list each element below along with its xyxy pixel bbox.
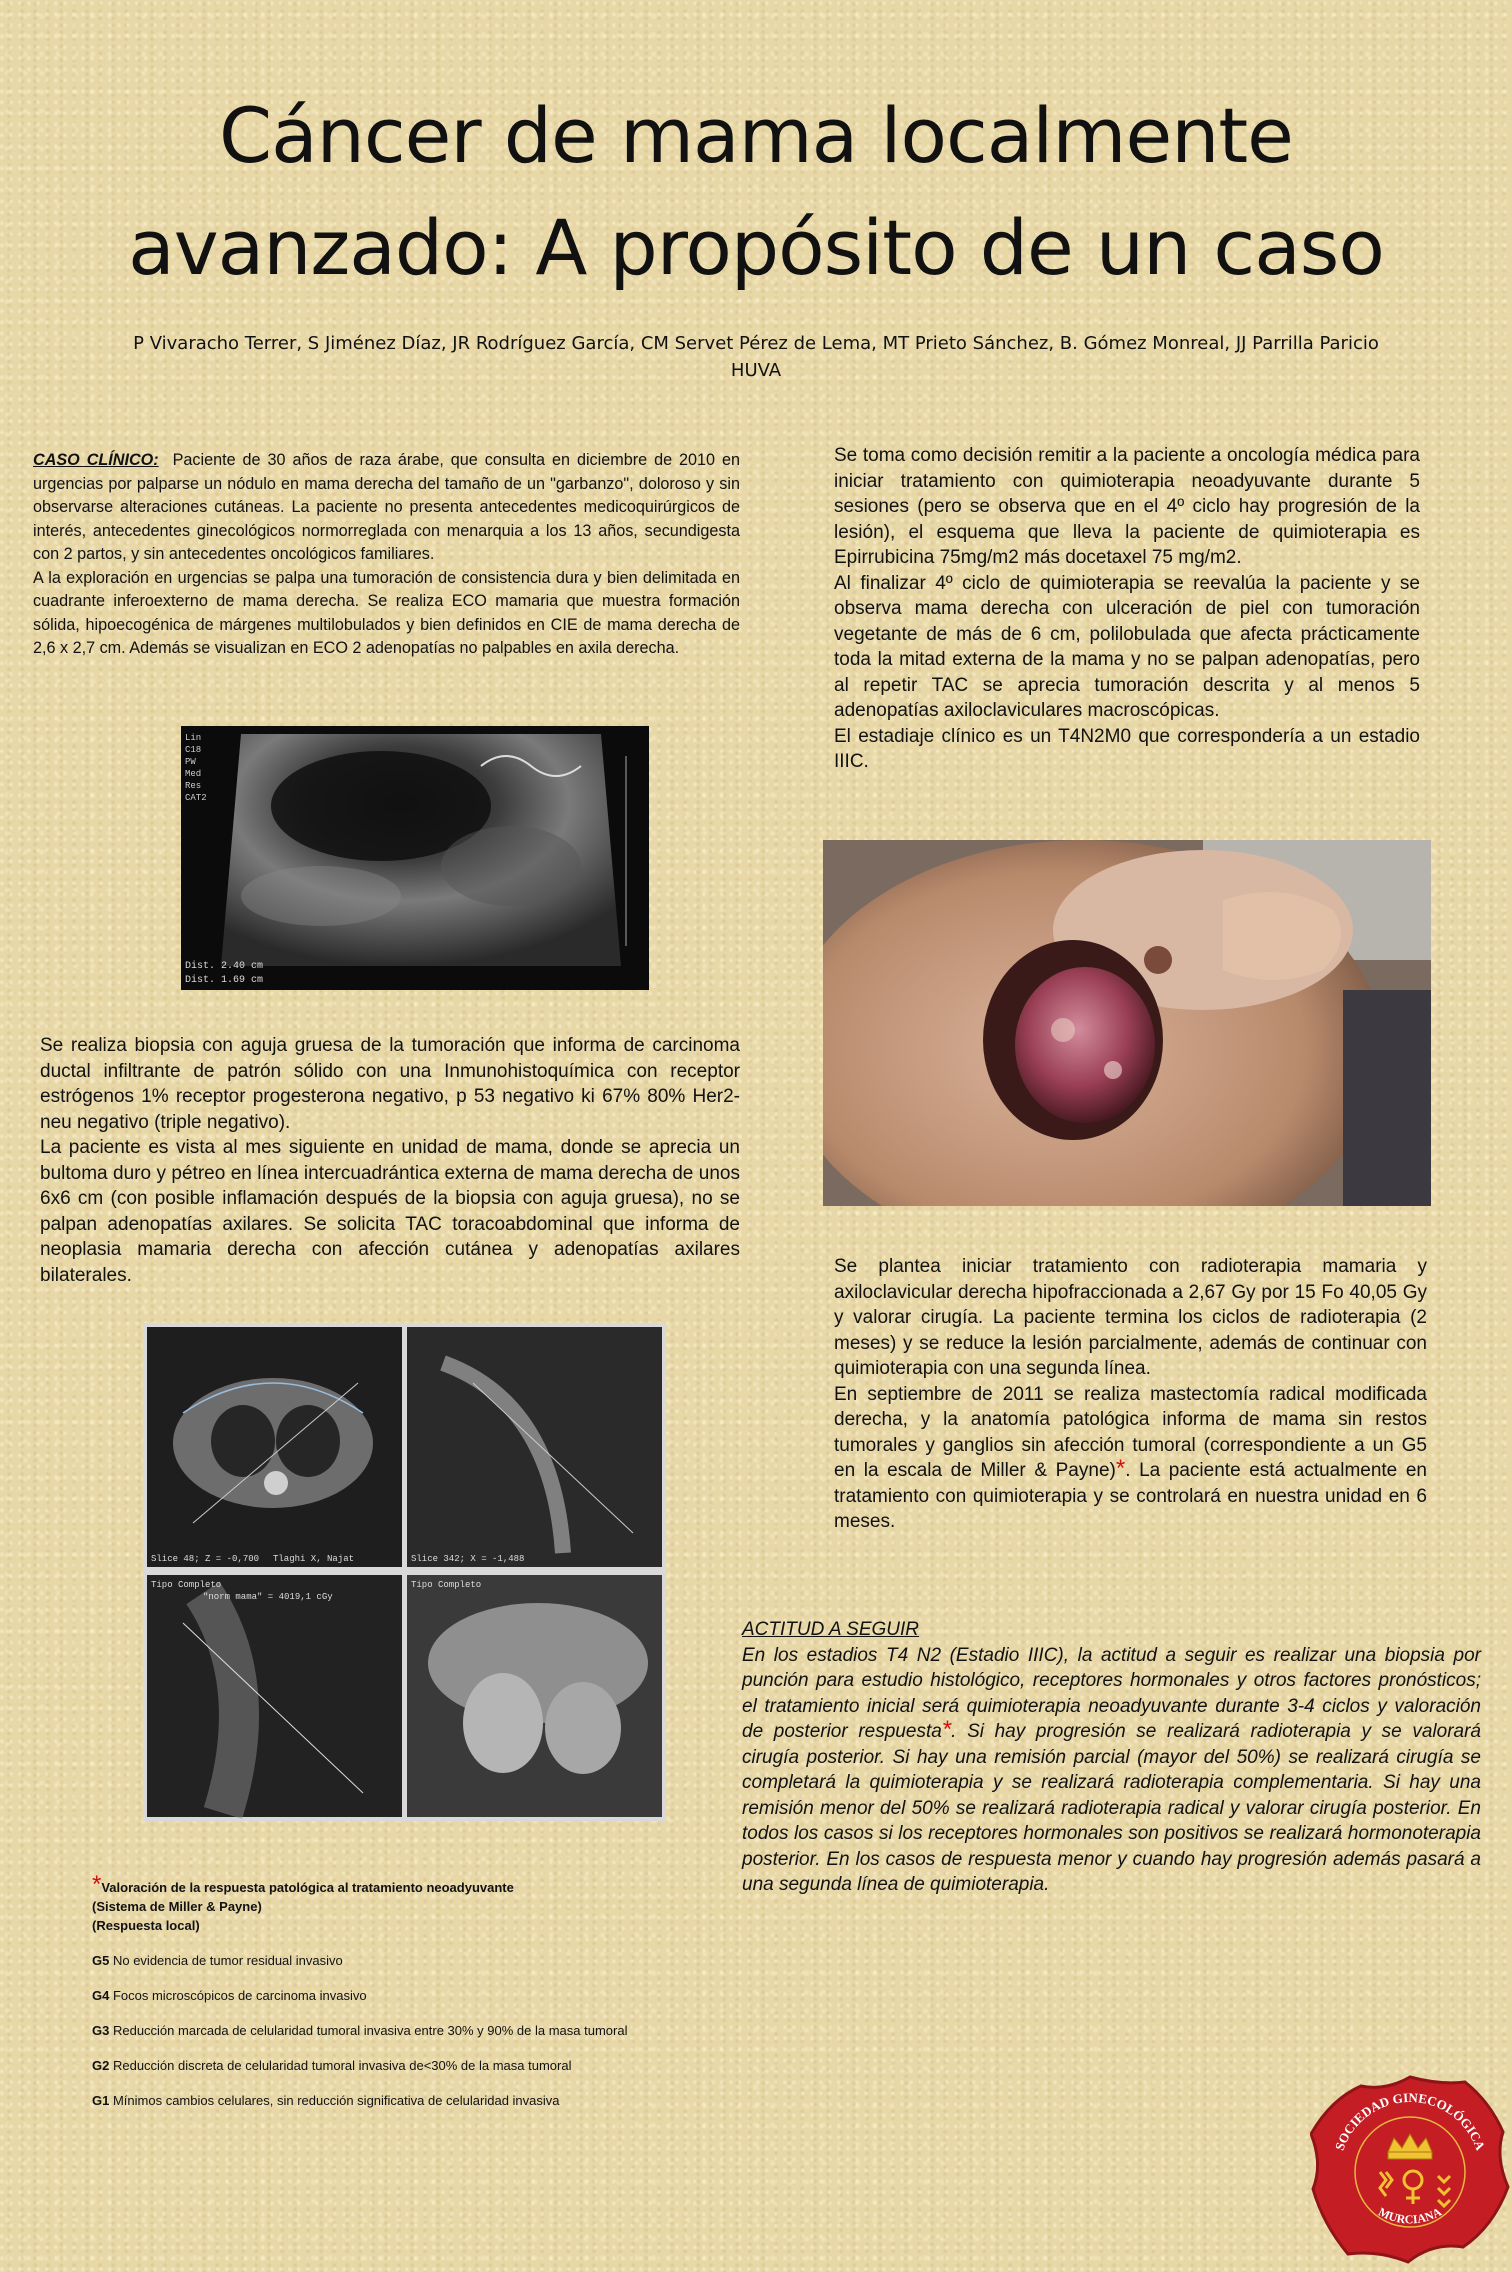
us-dist-1: Dist. 2.40 cm	[185, 961, 264, 972]
caso-clinico-text-1: Paciente de 30 años de raza árabe, que consulta en diciembre de 2010 en urgencias por palparse un nódulo en mama derecha del tamaño de un "garbanzo", doloroso y sin observarse alteraciones cutáneas. La paciente no presenta antecedentes medicoquirúrgicos de interés, antecedentes ginecológicos normorreglada con menarquia a los 13 años, secundigesta con 2 partos, y sin antecedentes oncológicos familiares.	[33, 451, 741, 563]
seal-bottom-text: MURCIANA	[1376, 2204, 1444, 2227]
authors: P Vivaracho Terrer, S Jiménez Díaz, JR Rodríguez García, CM Servet Pérez de Lema, MT Prieto Sánchez, B. Gómez Monreal, JJ Parrilla Paricio	[133, 333, 1379, 354]
legend-grade: G4	[92, 1988, 110, 2003]
legend-grade: G5	[92, 1953, 110, 1968]
radioterapia-section	[834, 1254, 1427, 1535]
seal-top-text: SOCIEDAD GINECOLÓGICA	[1331, 2089, 1489, 2153]
biopsia-section	[40, 1033, 740, 1288]
tratamiento-p2: Al finalizar 4º ciclo de quimioterapia se reevalúa la paciente y se observa mama derecha con ulceración de piel con tumoración vegetante de más de 6 cm, polilobulada que afecta prácticamente toda la mitad externa de la mama y no se palpan adenopatías, pero al repetir TAC se aprecia tumoración descrita y al menos 5 adenopatías axiloclaviculares macroscópicas.	[834, 572, 1420, 721]
legend-grade: G1	[92, 2093, 110, 2108]
legend-title-1: Valoración de la respuesta patológica al tratamiento neoadyuvante	[101, 1880, 514, 1895]
us-overlay-2: PW	[185, 757, 196, 767]
legend-text: Mínimos cambios celulares, sin reducción significativa de celularidad invasiva	[112, 2093, 560, 2108]
actitud-text	[742, 1643, 1481, 1898]
asterisk-mark: *	[92, 1871, 102, 1898]
legend-grade: G2	[92, 2058, 110, 2073]
legend-item-g5	[92, 1951, 732, 1970]
tratamiento-section	[834, 443, 1420, 775]
ultrasound-image	[181, 726, 649, 990]
tac-caption-5: "norm mama" = 4019,1 cGy	[203, 1592, 333, 1602]
legend-grade: G3	[92, 2023, 110, 2038]
legend-title	[92, 1871, 732, 1898]
legend-text: Reducción discreta de celularidad tumoral invasiva de<30% de la masa tumoral	[112, 2058, 572, 2073]
tac-caption-2: Tlaghi X, Najat	[273, 1554, 355, 1564]
legend-text: Reducción marcada de celularidad tumoral invasiva entre 30% y 90% de la masa tumoral	[112, 2023, 628, 2038]
caso-clinico-section	[33, 449, 740, 661]
clinical-photo	[823, 840, 1431, 1206]
biopsia-p1: Se realiza biopsia con aguja gruesa de la tumoración que informa de carcinoma ductal infiltrante de patrón sólido con una Inmunohistoquímica con receptor estrógenos 1% receptor progesterona negativo, p 53 negativo ki 67% 80% Her2-neu negativo (triple negativo).	[40, 1035, 740, 1133]
institution: HUVA	[730, 360, 782, 381]
legend-text: Focos microscópicos de carcinoma invasivo	[112, 1988, 367, 2003]
tratamiento-p3: El estadiaje clínico es un T4N2M0 que correspondería a un estadio IIIC.	[834, 725, 1420, 772]
caso-clinico-p2: A la exploración en urgencias se palpa una tumoración de consistencia dura y bien delimitada en cuadrante inferoexterno de mama derecha. Se realiza ECO mamaria que muestra formación sólida, hipoecogénica de márgenes multilobulados y bien definidos en CIE de mama derecha de 2,6 x 2,7 cm. Además se visualizan en ECO 2 adenopatías no palpables en axila derecha.	[33, 568, 740, 657]
legend-item-g4	[92, 1986, 732, 2005]
radioterapia-p2-b: . La paciente está actualmente en tratamiento con quimioterapia y se controlará en nuestra unidad en 6 meses.	[834, 1460, 1427, 1532]
tac-caption-4: Tipo Completo	[151, 1580, 222, 1590]
tac-caption-3: Slice 342; X = -1,488	[411, 1554, 525, 1564]
clinical-photo-graphic	[823, 840, 1431, 1206]
us-overlay-0: Lin	[185, 733, 202, 743]
legend-item-g3	[92, 2021, 732, 2040]
legend-item-g2	[92, 2056, 732, 2075]
caso-clinico-p1	[33, 449, 740, 567]
legend-text: No evidencia de tumor residual invasivo	[112, 1953, 343, 1968]
actitud-text-2: . Si hay progresión se realizará radioterapia y se valorará cirugía posterior. Si hay una remisión parcial (mayor del 50%) se realizará cirugía se completará la quimioterapia y se realizará radioterapia complementaria. Si hay una remisión menor del 50% se realizará radioterapia radical y valorar cirugía posterior. En todos los casos si los receptores hormonales son positivos se realizará hormonoterapia posterior. En los casos de respuesta menor y cuando hay progresión además pasará a una segunda línea de quimioterapia.	[742, 1721, 1482, 1895]
radioterapia-p2-a: En septiembre de 2011 se realiza mastectomía radical modificada derecha, y la anatomía patológica informa de mama sin restos tumorales y ganglios sin afección tumoral (correspondiente a un G5 en la escala de Miller & Payne)	[834, 1383, 1427, 1481]
legend-title-3: (Respuesta local)	[92, 1918, 200, 1933]
asterisk-mark: *	[941, 1716, 952, 1743]
biopsia-p2: La paciente es vista al mes siguiente en unidad de mama, donde se aprecia un bultoma duro y pétreo en línea intercuadrántica externa de mama derecha de unos 6x6 cm (con posible inflamación después de la biopsia con aguja gruesa), no se palpan adenopatías axilares. Se solicita TAC toracoabdominal que informa de neoplasia mamaria derecha con afección cutánea y adenopatías axilares bilaterales.	[40, 1137, 740, 1286]
asterisk-mark: *	[1115, 1455, 1126, 1482]
tac-caption-1: Slice 48; Z = -0,700	[151, 1554, 260, 1564]
actitud-heading: ACTITUD A SEGUIR	[742, 1619, 919, 1640]
title-line-1: Cáncer de mama localmente	[219, 91, 1293, 180]
actitud-text-1: En los estadios T4 N2 (Estadio IIIC), la actitud a seguir es realizar una biopsia por punción para estudio histológico, receptores hormonales y otros factores pronósticos; el tratamiento inicial será quimioterapia neoadyuvante durante 3-4 ciclos y valoración de posterior respuesta	[742, 1644, 1481, 1742]
us-overlay-3: Med	[185, 769, 202, 779]
radioterapia-p1: Se plantea iniciar tratamiento con radioterapia mamaria y axiloclavicular derecha hipofraccionada a 2,67 Gy por 15 Fo 40,05 Gy y valorar cirugía. La paciente termina los ciclos de radioterapia (2 meses) y se reduce la lesión parcialmente, además de continuar con quimioterapia con una segunda línea.	[834, 1256, 1427, 1379]
miller-payne-legend	[92, 1871, 732, 2110]
title-line-2: avanzado: A propósito de un caso	[128, 203, 1384, 292]
ultrasound-graphic	[181, 726, 649, 990]
legend-title-2: (Sistema de Miller & Payne)	[92, 1899, 262, 1914]
tac-caption-6: Tipo Completo	[411, 1580, 482, 1590]
us-dist-2: Dist. 1.69 cm	[185, 975, 264, 986]
poster-title	[60, 80, 1452, 304]
society-seal-logo	[1310, 2072, 1510, 2267]
radioterapia-p2	[834, 1382, 1427, 1535]
caso-clinico-label: CASO CLÍNICO:	[33, 451, 159, 469]
tratamiento-p1: Se toma como decisión remitir a la paciente a oncología médica para iniciar tratamiento con quimioterapia neoadyuvante durante 5 sesiones (pero se observa que en el 4º ciclo hay progresión de la lesión), el esquema que lleva la paciente de quimioterapia es Epirrubicina 75mg/m2 más docetaxel 75 mg/m2.	[834, 445, 1420, 568]
seal-graphic	[1310, 2072, 1510, 2267]
authors-block	[40, 330, 1472, 384]
tac-graphic	[143, 1323, 666, 1821]
legend-item-g1	[92, 2091, 732, 2110]
us-overlay-4: Res	[185, 781, 202, 791]
actitud-section	[742, 1617, 1481, 1898]
us-overlay-1: C18	[185, 745, 202, 755]
tac-image	[143, 1323, 666, 1821]
us-overlay-5: CAT2	[185, 793, 207, 803]
